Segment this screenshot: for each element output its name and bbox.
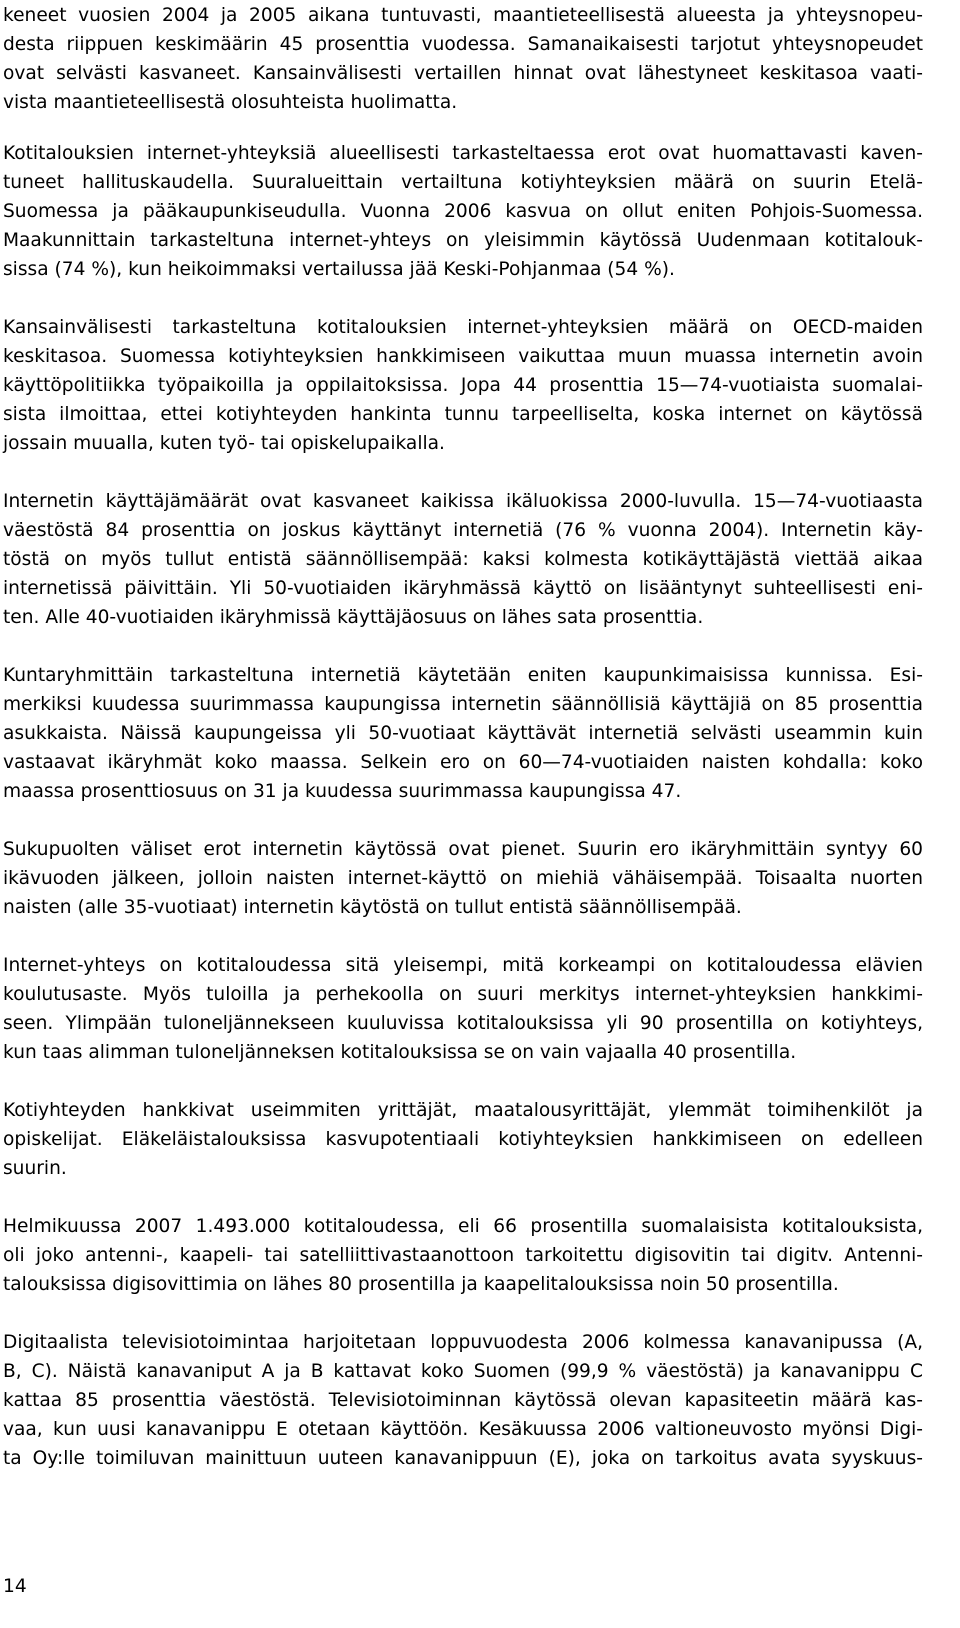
text-line: tuneet hallituskaudella. Suuralueittain vertailtuna kotiyhteyksien määrä on suurin Etelä- bbox=[3, 172, 923, 193]
paragraph-international-comparison bbox=[3, 313, 923, 458]
paragraph-digital-receivers bbox=[3, 1212, 923, 1299]
text-line: sissa (74 %), kun heikoimmaksi vertailussa jää Keski-Pohjanmaa (54 %). bbox=[3, 259, 675, 280]
text-line: ikävuoden jälkeen, jolloin naisten internet-käyttö on miehiä vähäisempää. Toisaalta nuorten bbox=[3, 868, 923, 889]
text-line: seen. Ylimpään tuloneljännekseen kuuluvissa kotitalouksissa yli 90 prosentilla on kotiyhteys, bbox=[3, 1013, 923, 1034]
text-line: internetissä päivittäin. Yli 50-vuotiaiden ikäryhmässä käyttö on lisääntynyt suhteellisesti eni- bbox=[3, 578, 923, 599]
text-line: Maakunnittain tarkasteltuna internet-yhteys on yleisimmin käytössä Uudenmaan kotitalouk- bbox=[3, 230, 923, 251]
text-line: Suomessa ja pääkaupunkiseudulla. Vuonna 2006 kasvua on ollut eniten Pohjois-Suomessa. bbox=[3, 201, 923, 222]
text-line: Kotitalouksien internet-yhteyksiä alueellisesti tarkasteltaessa erot ovat huomattavasti kaven- bbox=[3, 143, 923, 164]
paragraph-digital-television bbox=[3, 1328, 923, 1473]
text-line: merkiksi kuudessa suurimmassa kaupungissa internetin säännöllisiä käyttäjiä on 85 prosenttia bbox=[3, 694, 923, 715]
text-line: Internetin käyttäjämäärät ovat kasvaneet kaikissa ikäluokissa 2000-luvulla. 15—74-vuotiaasta bbox=[3, 491, 923, 512]
text-line: Sukupuolten väliset erot internetin käytössä ovat pienet. Suurin ero ikäryhmittäin syntyy 60 bbox=[3, 839, 923, 860]
text-line: B, C). Näistä kanavaniput A ja B kattavat koko Suomen (99,9 % väestöstä) ja kanavanippu C bbox=[3, 1361, 923, 1382]
text-line: sista ilmoittaa, ettei kotiyhteyden hankinta tunnu tarpeelliselta, koska internet on käytössä bbox=[3, 404, 923, 425]
text-line: kattaa 85 prosenttia väestöstä. Televisiotoiminnan käytössä olevan kapasiteetin määrä kas- bbox=[3, 1390, 923, 1411]
paragraph-regional-connections bbox=[3, 139, 923, 284]
text-line: Kotiyhteyden hankkivat useimmiten yrittäjät, maatalousyrittäjät, ylemmät toimihenkilöt ja bbox=[3, 1100, 923, 1121]
paragraph-education-income bbox=[3, 951, 923, 1067]
text-line: koulutusaste. Myös tuloilla ja perhekoolla on suuri merkitys internet-yhteyksien hankkimi- bbox=[3, 984, 923, 1005]
text-line: keskitasoa. Suomessa kotiyhteyksien hankkimiseen vaikuttaa muun muassa internetin avoin bbox=[3, 346, 923, 367]
text-line: Kansainvälisesti tarkasteltuna kotitalouksien internet-yhteyksien määrä on OECD-maiden bbox=[3, 317, 923, 338]
text-line: Kuntaryhmittäin tarkasteltuna internetiä käytetään eniten kaupunkimaisissa kunnissa. Esi- bbox=[3, 665, 923, 686]
text-line: töstä on myös tullut entistä säännöllisempää: kaksi kolmesta kotikäyttäjästä viettää aikaa bbox=[3, 549, 923, 570]
paragraph-broadband-prices bbox=[3, 1, 923, 117]
text-line: jossain muualla, kuten työ- tai opiskelupaikalla. bbox=[3, 433, 445, 454]
text-line: ta Oy:lle toimiluvan mainittuun uuteen kanavanippuun (E), joka on tarkoitus avata syyskuus- bbox=[3, 1448, 923, 1469]
text-line: opiskelijat. Eläkeläistalouksissa kasvupotentiaali kotiyhteyksien hankkimiseen on edelleen bbox=[3, 1129, 923, 1150]
page-number: 14 bbox=[3, 1576, 27, 1597]
paragraph-user-counts bbox=[3, 487, 923, 632]
text-line: keneet vuosien 2004 ja 2005 aikana tuntuvasti, maantieteellisestä alueesta ja yhteysnopeu- bbox=[3, 5, 923, 26]
text-line: Internet-yhteys on kotitaloudessa sitä yleisempi, mitä korkeampi on kotitaloudessa elävien bbox=[3, 955, 923, 976]
text-line: asukkaista. Näissä kaupungeissa yli 50-vuotiaat käyttävät internetiä selvästi useammin kuin bbox=[3, 723, 923, 744]
paragraph-household-types bbox=[3, 1096, 923, 1183]
paragraph-municipality-groups bbox=[3, 661, 923, 806]
text-line: väestöstä 84 prosenttia on joskus käyttänyt internetiä (76 % vuonna 2004). Internetin käy- bbox=[3, 520, 923, 541]
text-line: naisten (alle 35-vuotiaat) internetin käytöstä on tullut entistä säännöllisempää. bbox=[3, 897, 742, 918]
text-line: vastaavat ikäryhmät koko maassa. Selkein ero on 60—74-vuotiaiden naisten kohdalla: koko bbox=[3, 752, 923, 773]
text-line: ten. Alle 40-vuotiaiden ikäryhmissä käyttäjäosuus on lähes sata prosenttia. bbox=[3, 607, 704, 628]
text-line: kun taas alimman tuloneljänneksen kotitalouksissa se on vain vajaalla 40 prosentilla. bbox=[3, 1042, 797, 1063]
paragraph-gender-differences bbox=[3, 835, 923, 922]
text-line: vista maantieteellisestä olosuhteista huolimatta. bbox=[3, 92, 458, 113]
text-line: maassa prosenttiosuus on 31 ja kuudessa suurimmassa kaupungissa 47. bbox=[3, 781, 682, 802]
text-line: ovat selvästi kasvaneet. Kansainvälisesti vertaillen hinnat ovat lähestyneet keskitasoa vaati- bbox=[3, 63, 923, 84]
text-line: oli joko antenni-, kaapeli- tai satelliittivastaanottoon tarkoitettu digisovitin tai digitv. Antenni- bbox=[3, 1245, 923, 1266]
text-line: talouksissa digisovittimia on lähes 80 prosentilla ja kaapelitalouksissa noin 50 prosentilla. bbox=[3, 1274, 839, 1295]
text-line: Digitaalista televisiotoimintaa harjoitetaan loppuvuodesta 2006 kolmessa kanavanipussa (A, bbox=[3, 1332, 923, 1353]
text-line: suurin. bbox=[3, 1158, 67, 1179]
text-line: käyttöpolitiikka työpaikoilla ja oppilaitoksissa. Jopa 44 prosenttia 15—74-vuotiaista suomalai- bbox=[3, 375, 923, 396]
text-line: Helmikuussa 2007 1.493.000 kotitaloudessa, eli 66 prosentilla suomalaisista kotitalouksista, bbox=[3, 1216, 923, 1237]
text-line: vaa, kun uusi kanavanippu E otetaan käyttöön. Kesäkuussa 2006 valtioneuvosto myönsi Digi- bbox=[3, 1419, 923, 1440]
text-line: desta riippuen keskimäärin 45 prosenttia vuodessa. Samanaikaisesti tarjotut yhteysnopeudet bbox=[3, 34, 923, 55]
